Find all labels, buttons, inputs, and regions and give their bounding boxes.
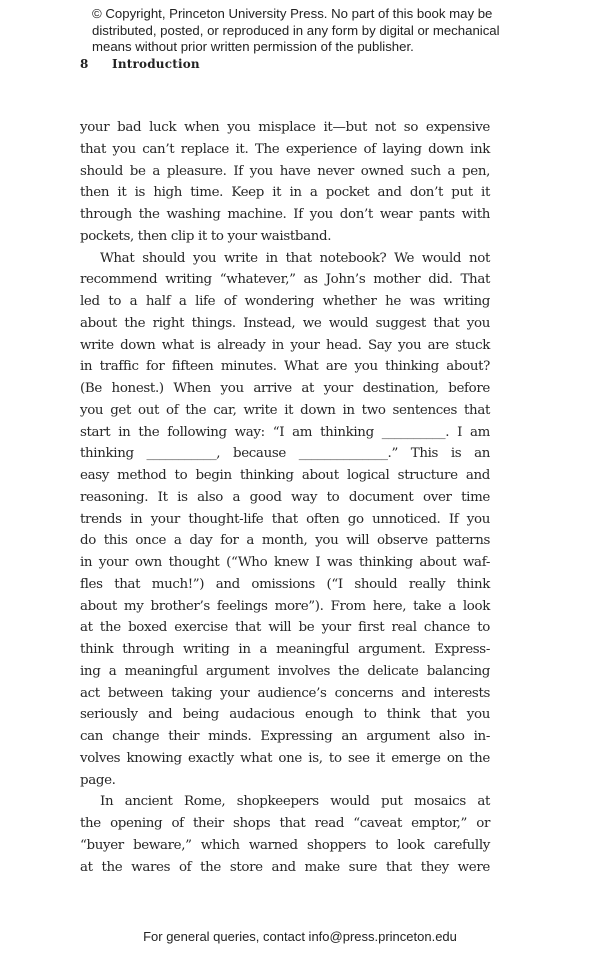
running-head (80, 57, 200, 71)
text-line: write down what is already in your head. Say you are stuck (80, 337, 490, 353)
text-line: volves knowing exactly what one is, to see it emerge on the (80, 750, 490, 766)
text-line: the opening of their shops that read “caveat emptor,” or (80, 816, 490, 831)
copyright-line: distributed, posted, or reproduced in any form by digital or mechanical (92, 22, 500, 38)
text-line: at the boxed exercise that will be your first real chance to (80, 620, 490, 636)
chapter-title: Introduction (112, 57, 200, 71)
text-line: thinking ___________, because ______________.” This is an (80, 446, 490, 462)
text-line: reasoning. It is also a good way to document over time (80, 489, 490, 505)
text-line: recommend writing “whatever,” as John’s mother did. That (80, 272, 490, 288)
text-line: trends in your thought-life that often go unnoticed. If you (80, 511, 490, 527)
text-line: about my brother’s feelings more”). From here, take a look (80, 598, 490, 614)
text-line: start in the following way: “I am thinking __________. I am (80, 424, 490, 440)
text-line: about the right things. Instead, we would suggest that you (80, 315, 490, 331)
text-line: What should you write in that notebook? We would not (100, 250, 490, 266)
text-line: that you can’t replace it. The experience of laying down ink (80, 141, 490, 157)
text-line: can change their minds. Expressing an argument also in- (80, 729, 490, 744)
text-line: “buyer beware,” which warned shoppers to look carefully (80, 837, 490, 853)
paragraph (80, 248, 490, 792)
page-number: 8 (80, 57, 89, 71)
text-line: you get out of the car, write it down in two sentences that (80, 402, 490, 418)
text-line: fles that much!”) and omissions (“I should really think (80, 576, 490, 592)
text-line: ing a meaningful argument involves the delicate balancing (80, 663, 490, 679)
text-line: easy method to begin thinking about logical structure and (80, 468, 490, 483)
paragraph (80, 117, 490, 248)
text-line: think through writing in a meaningful argument. Express- (80, 642, 490, 657)
text-line: your bad luck when you misplace it—but not so expensive (80, 120, 490, 135)
text-line: then it is high time. Keep it in a pocket and don’t put it (80, 185, 490, 201)
text-line: page. (80, 772, 116, 788)
text-line: at the wares of the store and make sure that they were (80, 859, 490, 875)
text-line: pockets, then clip it to your waistband. (80, 228, 332, 244)
text-line: In ancient Rome, shopkeepers would put mosaics at (100, 794, 490, 810)
text-line: in traffic for fifteen minutes. What are you thinking about? (80, 359, 490, 375)
copyright-line: © Copyright, Princeton University Press. No part of this book may be (92, 6, 493, 21)
footer-contact: For general queries, contact info@press.princeton.edu (143, 929, 457, 944)
text-line: do this once a day for a month, you will observe patterns (80, 533, 490, 549)
text-line: led to a half a life of wondering whether he was writing (80, 294, 490, 309)
text-line: seriously and being audacious enough to think that you (80, 707, 490, 723)
text-line: act between taking your audience’s concerns and interests (80, 685, 490, 701)
body-text (80, 117, 490, 878)
copyright-notice (92, 6, 532, 56)
text-line: through the washing machine. If you don’t wear pants with (80, 207, 490, 222)
text-line: in your own thought (“Who knew I was thinking about waf- (80, 555, 490, 570)
copyright-line: means without prior written permission of the publisher. (92, 39, 414, 54)
paragraph (80, 791, 490, 878)
text-line: should be a pleasure. If you have never owned such a pen, (80, 163, 490, 179)
text-line: (Be honest.) When you arrive at your destination, before (80, 381, 490, 396)
